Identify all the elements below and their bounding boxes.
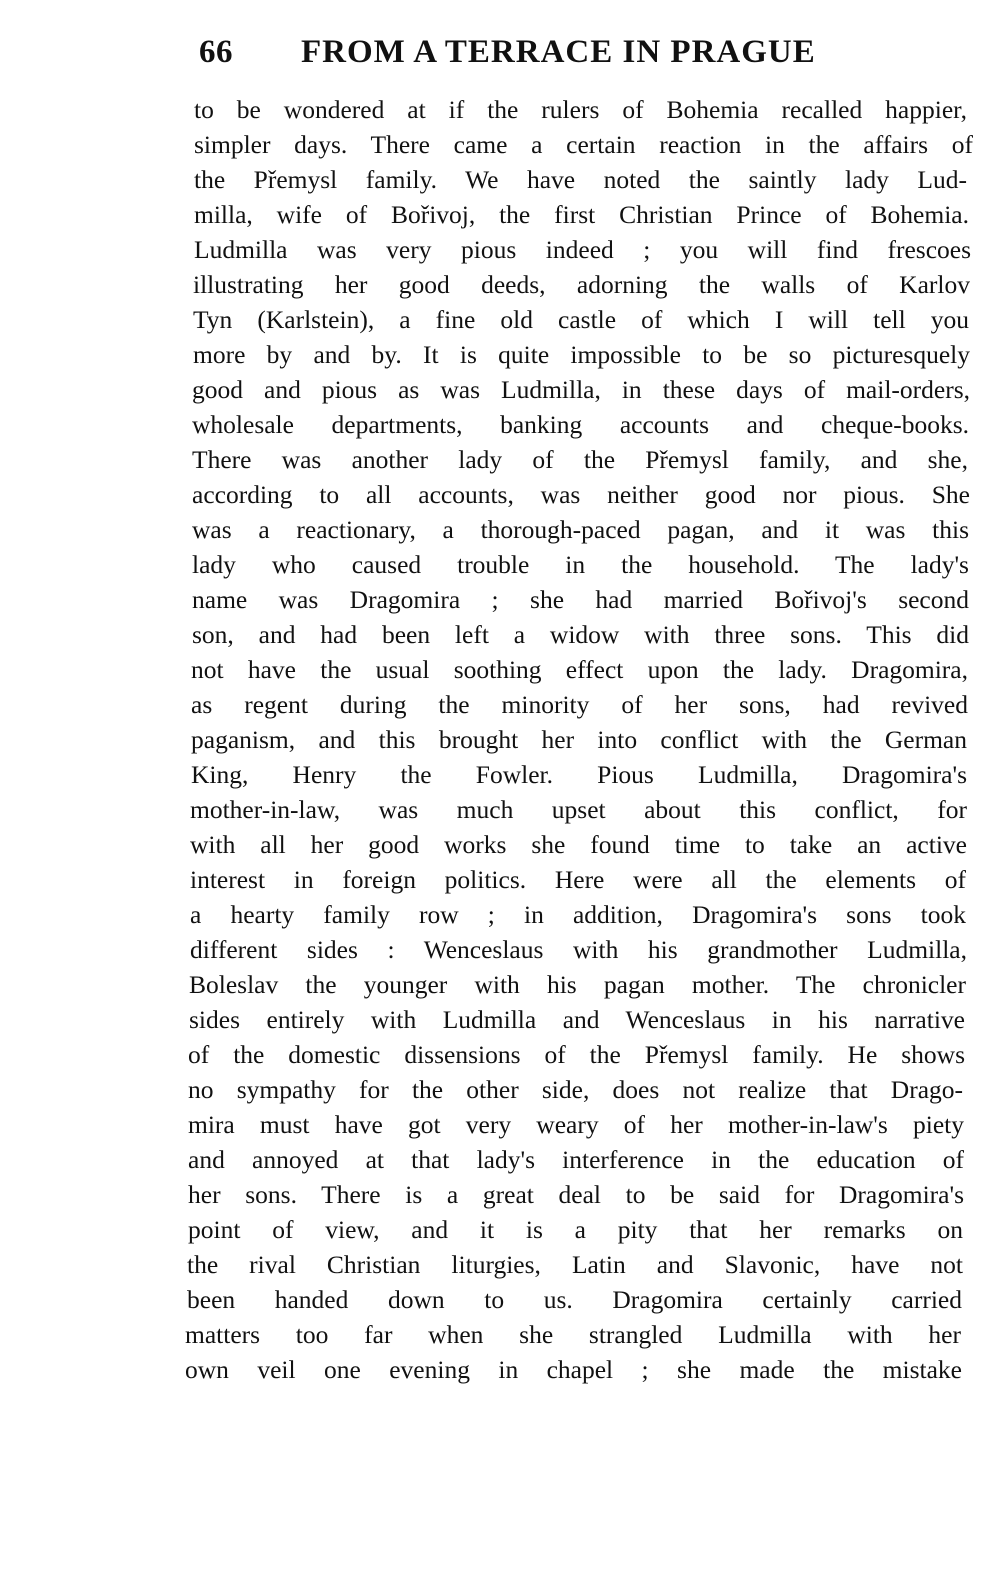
- text-line: been handed down to us. Dragomira certainly carried: [187, 1285, 962, 1314]
- text-line: not have the usual soothing effect upon the lady. Dragomira,: [191, 655, 968, 684]
- text-line: the Přemysl family. We have noted the saintly lady Lud-: [194, 165, 967, 194]
- text-line: a hearty family row ; in addition, Dragomira's sons took: [190, 900, 966, 929]
- text-line: her sons. There is a great deal to be said for Dragomira's: [188, 1180, 964, 1209]
- text-line: Ludmilla was very pious indeed ; you will find frescoes: [194, 235, 971, 264]
- text-line: point of view, and it is a pity that her remarks on: [188, 1215, 963, 1244]
- running-head: [199, 34, 899, 76]
- text-line: There was another lady of the Přemysl family, and she,: [192, 445, 968, 474]
- text-line: illustrating her good deeds, adorning the walls of Karlov: [193, 270, 970, 299]
- text-line: to be wondered at if the rulers of Bohemia recalled happier,: [194, 95, 967, 124]
- text-line: no sympathy for the other side, does not realize that Drago-: [188, 1075, 963, 1104]
- text-line: simpler days. There came a certain reaction in the affairs of: [194, 130, 973, 159]
- text-line: different sides : Wenceslaus with his grandmother Ludmilla,: [190, 935, 967, 964]
- text-line: mother-in-law, was much upset about this conflict, for: [190, 795, 967, 824]
- text-line: paganism, and this brought her into conflict with the German: [191, 725, 967, 754]
- text-line: matters too far when she strangled Ludmilla with her: [185, 1320, 961, 1349]
- text-line: interest in foreign politics. Here were all the elements of: [190, 865, 966, 894]
- text-line: milla, wife of Bořivoj, the first Christian Prince of Bohemia.: [194, 200, 969, 229]
- text-line: of the domestic dissensions of the Přemysl family. He shows: [188, 1040, 965, 1069]
- text-line: King, Henry the Fowler. Pious Ludmilla, Dragomira's: [191, 760, 967, 789]
- text-line: sides entirely with Ludmilla and Wenceslaus in his narrative: [189, 1005, 965, 1034]
- text-line: with all her good works she found time to take an active: [190, 830, 967, 859]
- page-number: 66: [199, 34, 233, 70]
- text-line: wholesale departments, banking accounts and cheque-books.: [192, 410, 969, 439]
- text-line: mira must have got very weary of her mother-in-law's piety: [188, 1110, 964, 1139]
- text-line: name was Dragomira ; she had married Bořivoj's second: [192, 585, 969, 614]
- text-line: Tyn (Karlstein), a fine old castle of which I will tell you: [193, 305, 969, 334]
- text-line: according to all accounts, was neither good nor pious. She: [192, 480, 970, 509]
- text-line: son, and had been left a widow with three sons. This did: [192, 620, 969, 649]
- text-line: more by and by. It is quite impossible to be so picturesquely: [193, 340, 970, 369]
- text-line: lady who caused trouble in the household. The lady's: [192, 550, 969, 579]
- text-line: was a reactionary, a thorough-paced pagan, and it was this: [192, 515, 969, 544]
- text-line: good and pious as was Ludmilla, in these days of mail-orders,: [192, 375, 970, 404]
- text-line: own veil one evening in chapel ; she made the mistake: [185, 1355, 962, 1384]
- text-line: the rival Christian liturgies, Latin and Slavonic, have not: [187, 1250, 963, 1279]
- running-title: FROM A TERRACE IN PRAGUE: [301, 34, 816, 70]
- text-line: Boleslav the younger with his pagan mother. The chronicler: [189, 970, 966, 999]
- text-line: as regent during the minority of her sons, had revived: [191, 690, 968, 719]
- text-line: and annoyed at that lady's interference in the education of: [188, 1145, 964, 1174]
